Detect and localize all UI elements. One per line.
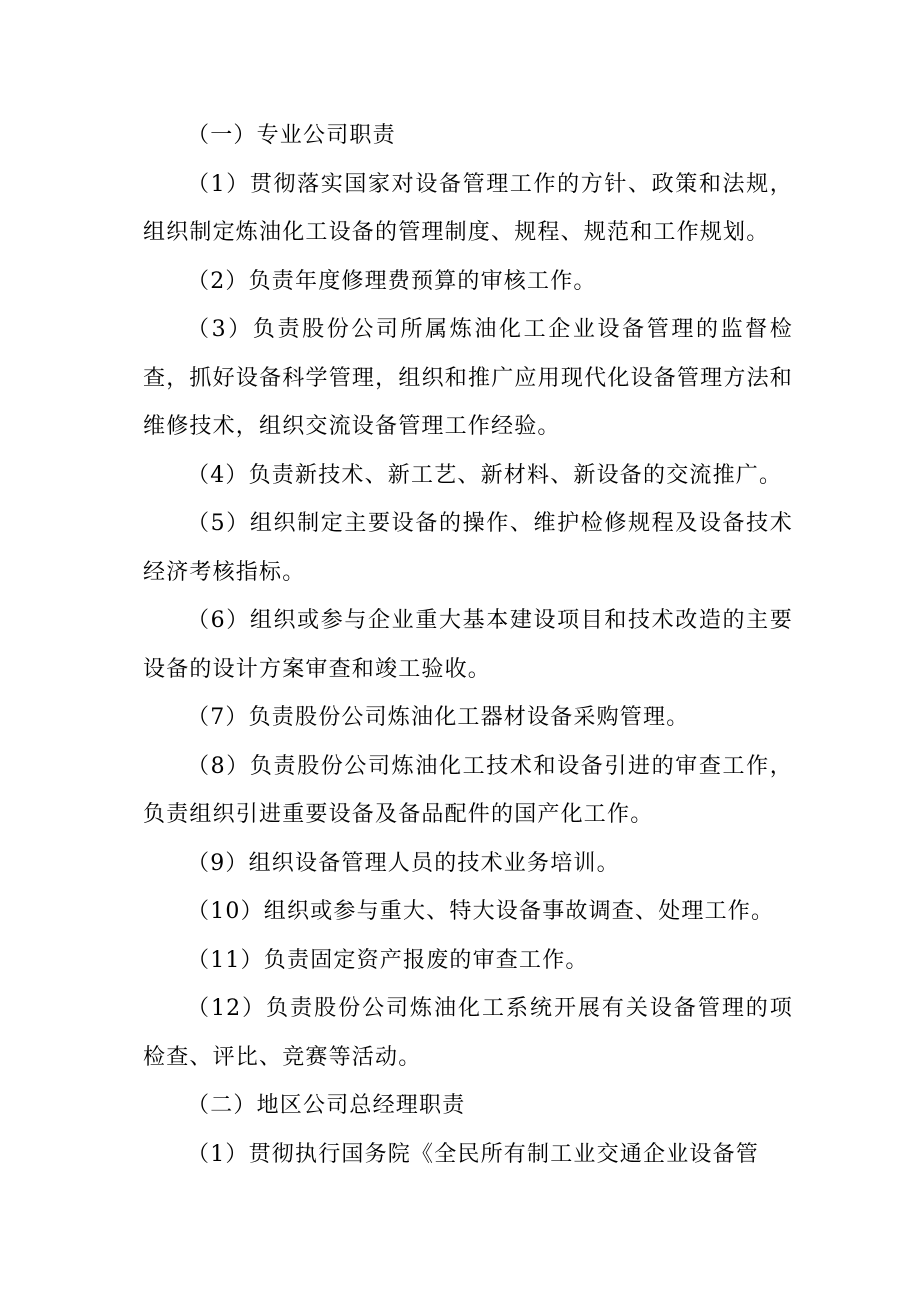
paragraph-item-9: （9）组织设备管理人员的技术业务培训。 <box>187 850 620 876</box>
section-heading-2: （二）地区公司总经理职责 <box>187 1093 466 1118</box>
paragraph-item-10: （10）组织或参与重大、特大设备事故调查、处理工作。 <box>187 899 775 924</box>
paragraph-item-7: （7）负责股份公司炼油化工器材设备采购管理。 <box>187 705 690 730</box>
paragraph-item-2: （2）负责年度修理费预算的审核工作。 <box>187 268 597 294</box>
paragraph-item-3: （3）负责股份公司所属炼油化工企业设备管理的监督检查，抓好设备科学管理，组织和推广应用现代化设备管理方法和维修技术，组织交流设备管理工作经验。 <box>143 317 793 439</box>
paragraph-item-11: （11）负责固定资产报废的审查工作。 <box>187 947 589 973</box>
section-heading-1: （一）专业公司职责 <box>187 123 396 148</box>
paragraph-item-6: （6）组织或参与企业重大基本建设项目和技术改造的主要设备的设计方案审查和竣工验收。 <box>143 608 793 682</box>
document-body <box>143 112 793 1179</box>
paragraph-item-4: （4）负责新技术、新工艺、新材料、新设备的交流推广。 <box>187 462 783 488</box>
paragraph-item-8: （8）负责股份公司炼油化工技术和设备引进的审查工作，负责组织引进重要设备及备品配件的国产化工作。 <box>143 753 793 827</box>
paragraph-item-12: （12）负责股份公司炼油化工系统开展有关设备管理的项检查、评比、竞赛等活动。 <box>143 996 793 1070</box>
paragraph-item-13: （1）贯彻执行国务院《全民所有制工业交通企业设备管 <box>187 1141 759 1167</box>
paragraph-item-1: （1）贯彻落实国家对设备管理工作的方针、政策和法规，组织制定炼油化工设备的管理制度、规程、规范和工作规划。 <box>143 171 793 245</box>
paragraph-item-5: （5）组织制定主要设备的操作、维护检修规程及设备技术经济考核指标。 <box>143 511 793 585</box>
